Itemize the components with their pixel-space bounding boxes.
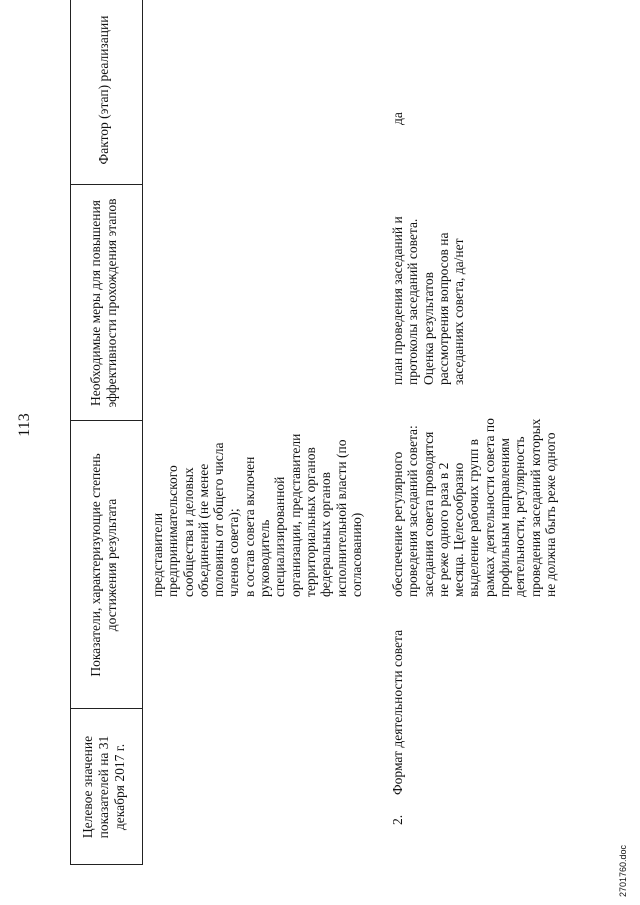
table-top-border <box>70 0 71 865</box>
text-line: Оценка результатов <box>420 272 436 385</box>
text-line: заседаниях совета, да/нет <box>451 238 467 385</box>
text-line: план проведения заседаний и <box>390 216 405 385</box>
text-line: деятельности, регулярность <box>512 436 528 597</box>
row-target-value: да <box>390 112 405 125</box>
text-line: сообщества и деловых <box>180 467 196 597</box>
footer-filename: 2701760.doc <box>618 844 628 897</box>
text-line: специализированной <box>272 476 288 597</box>
header-factor: Фактор (этап) реализации <box>96 15 111 165</box>
column-divider-1 <box>70 708 142 709</box>
text-line: заседания совета проводятся <box>420 431 436 597</box>
text-line: представители <box>150 512 165 597</box>
text-line: территориальных органов <box>302 447 318 597</box>
text-line: руководитель <box>257 519 273 597</box>
header-target-value: Целевое значение показателей на 31 декабря 2017 г. <box>80 735 127 839</box>
page-number: 113 <box>16 413 33 437</box>
text-line: проведения заседаний которых <box>527 418 543 597</box>
table-header-bottom-border <box>142 0 143 865</box>
measures-continuation <box>150 382 364 597</box>
text-line: протоколы заседаний совета. <box>405 218 421 385</box>
row-number: 2. <box>390 814 405 825</box>
text-line: не реже одного раза в 2 <box>435 462 451 597</box>
row-factor: Формат деятельности совета <box>390 629 405 795</box>
text-line: профильным направлениям <box>497 438 513 597</box>
text-line: объединений (не менее <box>195 463 211 597</box>
text-line: проведения заседаний совета: <box>405 425 421 597</box>
column-divider-3 <box>70 184 142 185</box>
text-line: организации, представители <box>287 433 303 597</box>
text-line: согласованию) <box>348 512 364 597</box>
header-indicators: Показатели, характеризующие степень достижения результата <box>88 453 119 677</box>
text-line: обеспечение регулярного <box>390 451 405 597</box>
text-line: выделение рабочих групп в <box>466 438 482 597</box>
row-measures <box>390 382 558 597</box>
row-indicators <box>390 175 466 385</box>
column-divider-2 <box>70 420 142 421</box>
text-line: в состав совета включен <box>241 456 257 597</box>
table-left-border <box>70 864 142 865</box>
text-line: рассмотрения вопросов на <box>435 232 451 385</box>
text-line: не должна быть реже одного <box>542 432 558 597</box>
text-line: месяца. Целесообразно <box>451 462 467 597</box>
text-line: членов совета); <box>226 508 242 597</box>
text-line: половины от общего числа <box>211 442 227 597</box>
text-line: исполнительной власти (по <box>333 439 349 597</box>
text-line: федеральных органов <box>318 472 334 597</box>
text-line: рамках деятельности совета по <box>481 418 497 597</box>
header-measures: Необходимые меры для повышения эффективности прохождения этапов <box>88 198 119 408</box>
text-line: предпринимательского <box>165 465 181 597</box>
